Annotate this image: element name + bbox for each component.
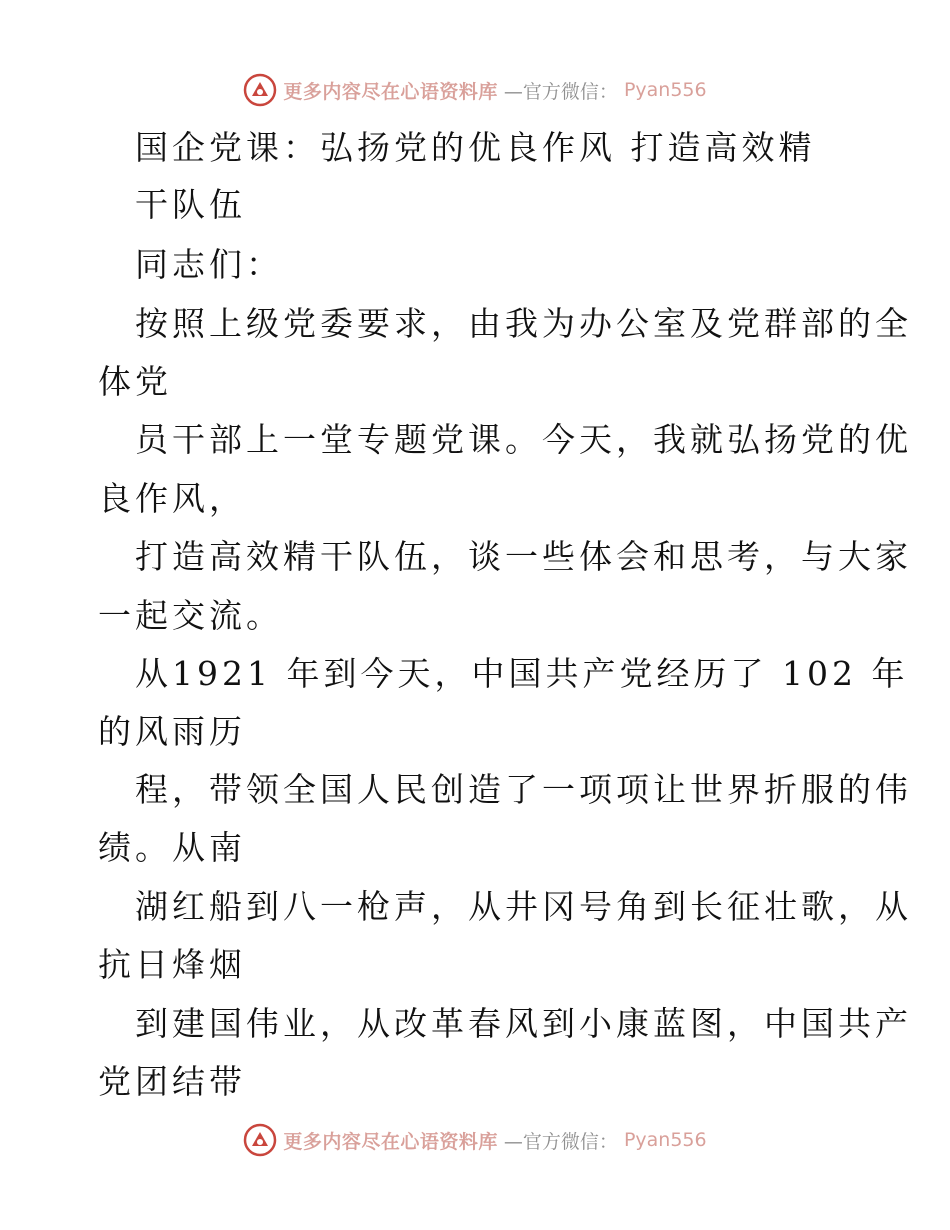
paragraph-line: 良作风， (98, 479, 246, 518)
paragraph-line: 抗日烽烟 (98, 945, 246, 984)
paragraph-line: 绩。从南 (98, 828, 246, 867)
paragraph-line: 员干部上一堂专题党课。今天，我就弘扬党的优 (135, 420, 912, 459)
paragraph-line: 体党 (98, 362, 172, 401)
footer-banner-inner (243, 1123, 706, 1157)
footer-banner-title: 更多内容尽在心语资料库 (283, 1130, 498, 1153)
paragraph-line: 程，带领全国人民创造了一项项让世界折服的伟 (135, 770, 912, 809)
paragraph-line: 湖红船到八一枪声，从井冈号角到长征壮歌，从 (135, 887, 912, 926)
header-banner-title: 更多内容尽在心语资料库 (283, 80, 498, 103)
brand-logo-icon (243, 1123, 277, 1157)
paragraph-line: 党团结带 (98, 1062, 246, 1101)
salutation: 同志们： (135, 245, 283, 284)
paragraph-line: 的风雨历 (98, 712, 246, 751)
paragraph-line: 按照上级党委要求，由我为办公室及党群部的全 (135, 304, 912, 343)
footer-banner-wechat-id: Pyan556 (623, 1129, 707, 1151)
document-title-line-1: 国企党课：弘扬党的优良作风 打造高效精 (135, 128, 816, 167)
header-banner-separator: —官方微信： (503, 80, 618, 103)
footer-banner-separator: —官方微信： (503, 1130, 618, 1153)
brand-logo-icon (243, 73, 277, 107)
header-banner (0, 70, 950, 110)
paragraph-line: 打造高效精干队伍，谈一些体会和思考，与大家 (135, 537, 912, 576)
paragraph-line: 一起交流。 (98, 596, 283, 635)
header-banner-inner (243, 73, 706, 107)
paragraph-line: 到建国伟业，从改革春风到小康蓝图，中国共产 (135, 1004, 912, 1043)
footer-banner (0, 1120, 950, 1160)
document-title-line-2: 干队伍 (135, 185, 246, 224)
header-banner-wechat-id: Pyan556 (623, 79, 707, 101)
paragraph-line: 从1921 年到今天，中国共产党经历了 102 年 (135, 654, 909, 693)
